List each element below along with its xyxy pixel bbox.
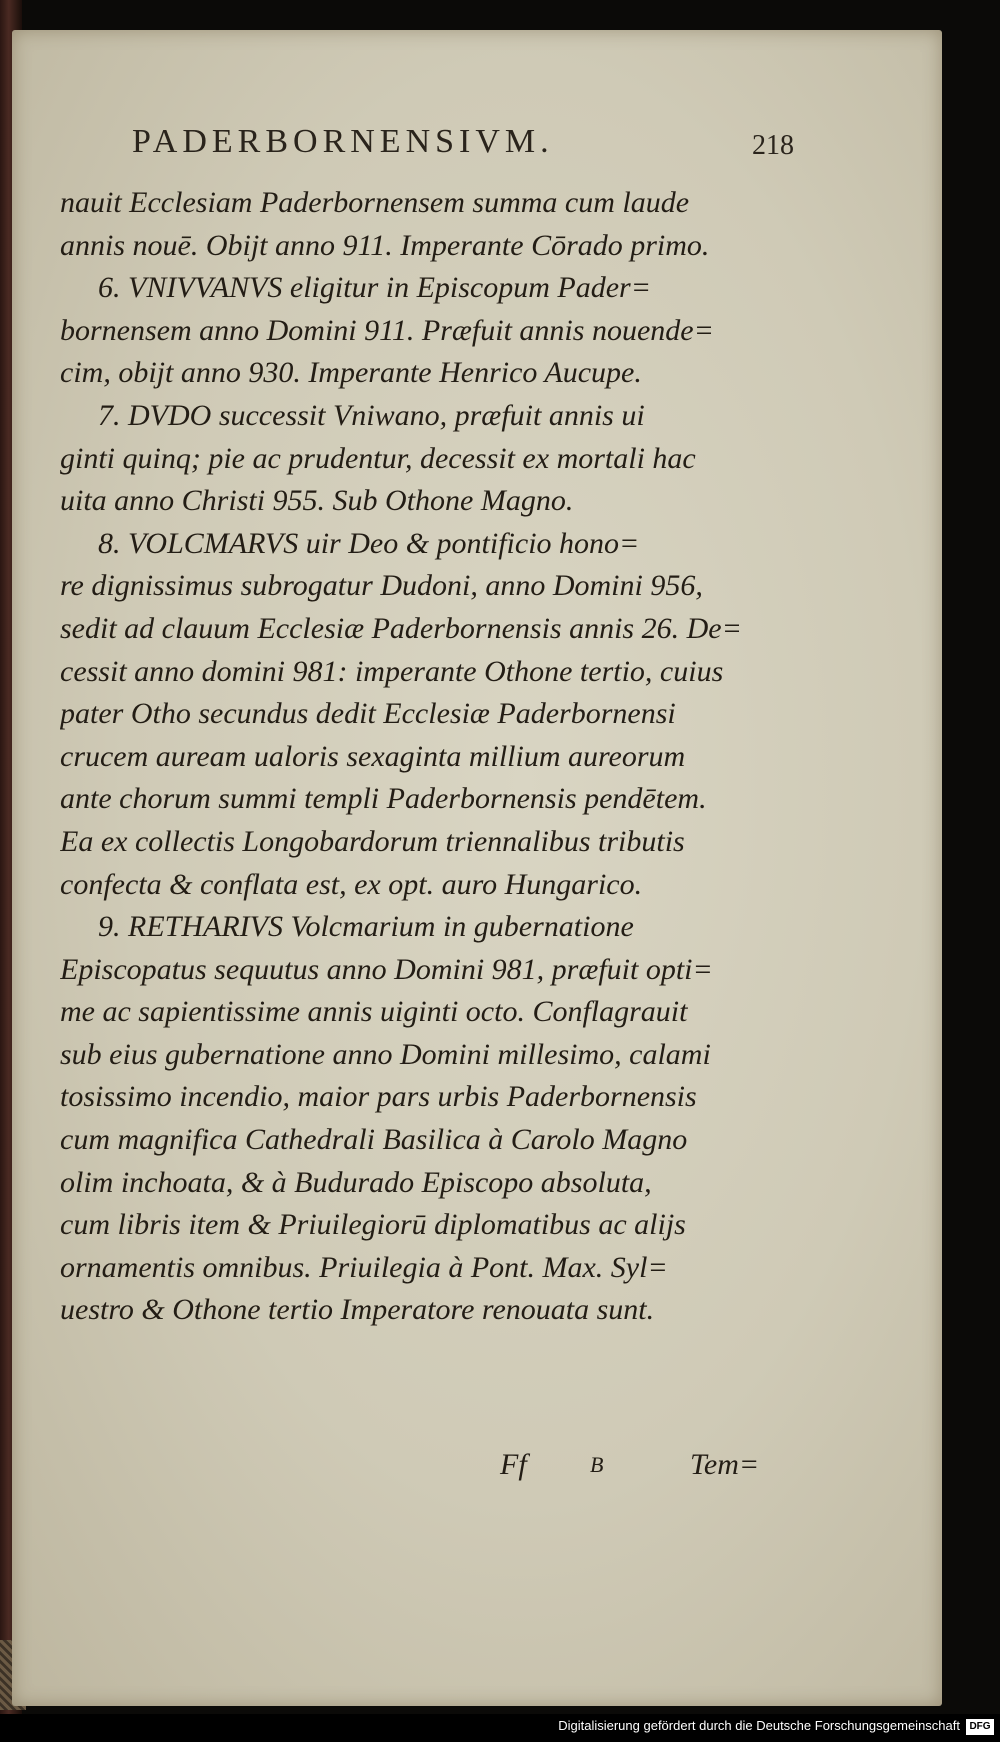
text-line: nauit Ecclesiam Paderbornensem summa cum laude [60, 186, 690, 219]
text-line: 7. DVDO successit Vniwano, præfuit annis ui [98, 398, 645, 432]
text-line: confecta & conflata est, ex opt. auro Hungarico. [60, 867, 643, 901]
page-number: 218 [752, 130, 794, 161]
text-line: ginti quinq; pie ac prudentur, decessit ex mortali hac [60, 441, 696, 475]
text-line: crucem auream ualoris sexaginta millium aureorum [60, 739, 686, 773]
text-line: bornensem anno Domini 911. Præfuit annis nouende= [60, 313, 714, 347]
text-line: sub eius gubernatione anno Domini millesimo, calami [60, 1037, 711, 1071]
page-content [12, 30, 942, 1706]
text-line: cessit anno domini 981: imperante Othone tertio, cuius [60, 654, 724, 688]
catchword: Tem= [690, 1448, 760, 1481]
text-line: pater Otho secundus dedit Ecclesiæ Paderbornensi [60, 697, 676, 731]
signature-sub-mark: B [590, 1452, 604, 1477]
dfg-logo: DFG [966, 1719, 994, 1735]
text-line: Ea ex collectis Longobardorum triennalibus tributis [60, 824, 685, 858]
text-line: sedit ad clauum Ecclesiæ Paderbornensis annis 26. De= [60, 611, 742, 645]
text-line: 6. VNIVVANVS eligitur in Episcopum Pader= [98, 271, 651, 305]
text-line: ante chorum summi templi Paderbornensis pendētem. [60, 782, 707, 816]
body-text [60, 182, 790, 1332]
text-line: uestro & Othone tertio Imperatore renouata sunt. [60, 1293, 655, 1327]
signature-mark: Ff [500, 1448, 527, 1481]
text-line: me ac sapientissime annis uiginti octo. Conflagrauit [60, 995, 688, 1029]
text-line: Episcopatus sequutus anno Domini 981, præfuit opti= [60, 952, 713, 986]
text-line: 8. VOLCMARVS uir Deo & pontificio hono= [98, 526, 640, 560]
digitization-credit: Digitalisierung gefördert durch die Deutsche Forschungsgemeinschaft [558, 1718, 960, 1733]
text-line: re dignissimus subrogatur Dudoni, anno Domini 956, [60, 569, 703, 603]
book-page [12, 30, 942, 1706]
text-line: annis nouē. Obijt anno 911. Imperante Cōrado primo. [60, 228, 710, 262]
text-line: 9. RETHARIVS Volcmarium in gubernatione [98, 910, 634, 944]
text-line: cim, obijt anno 930. Imperante Henrico Aucupe. [60, 356, 642, 390]
text-line: uita anno Christi 955. Sub Othone Magno. [60, 484, 574, 518]
text-line: cum magnifica Cathedrali Basilica à Carolo Magno [60, 1123, 688, 1157]
running-head: PADERBORNENSIVM. [132, 123, 554, 160]
text-line: cum libris item & Priuilegiorū diplomatibus ac alijs [60, 1208, 686, 1242]
catchword-line [60, 1448, 790, 1492]
text-line: olim inchoata, & à Budurado Episcopo absoluta, [60, 1165, 652, 1199]
text-line: ornamentis omnibus. Priuilegia à Pont. Max. Syl= [60, 1250, 668, 1284]
footer-bar [0, 1714, 1000, 1742]
text-line: tosissimo incendio, maior pars urbis Paderbornensis [60, 1080, 697, 1114]
